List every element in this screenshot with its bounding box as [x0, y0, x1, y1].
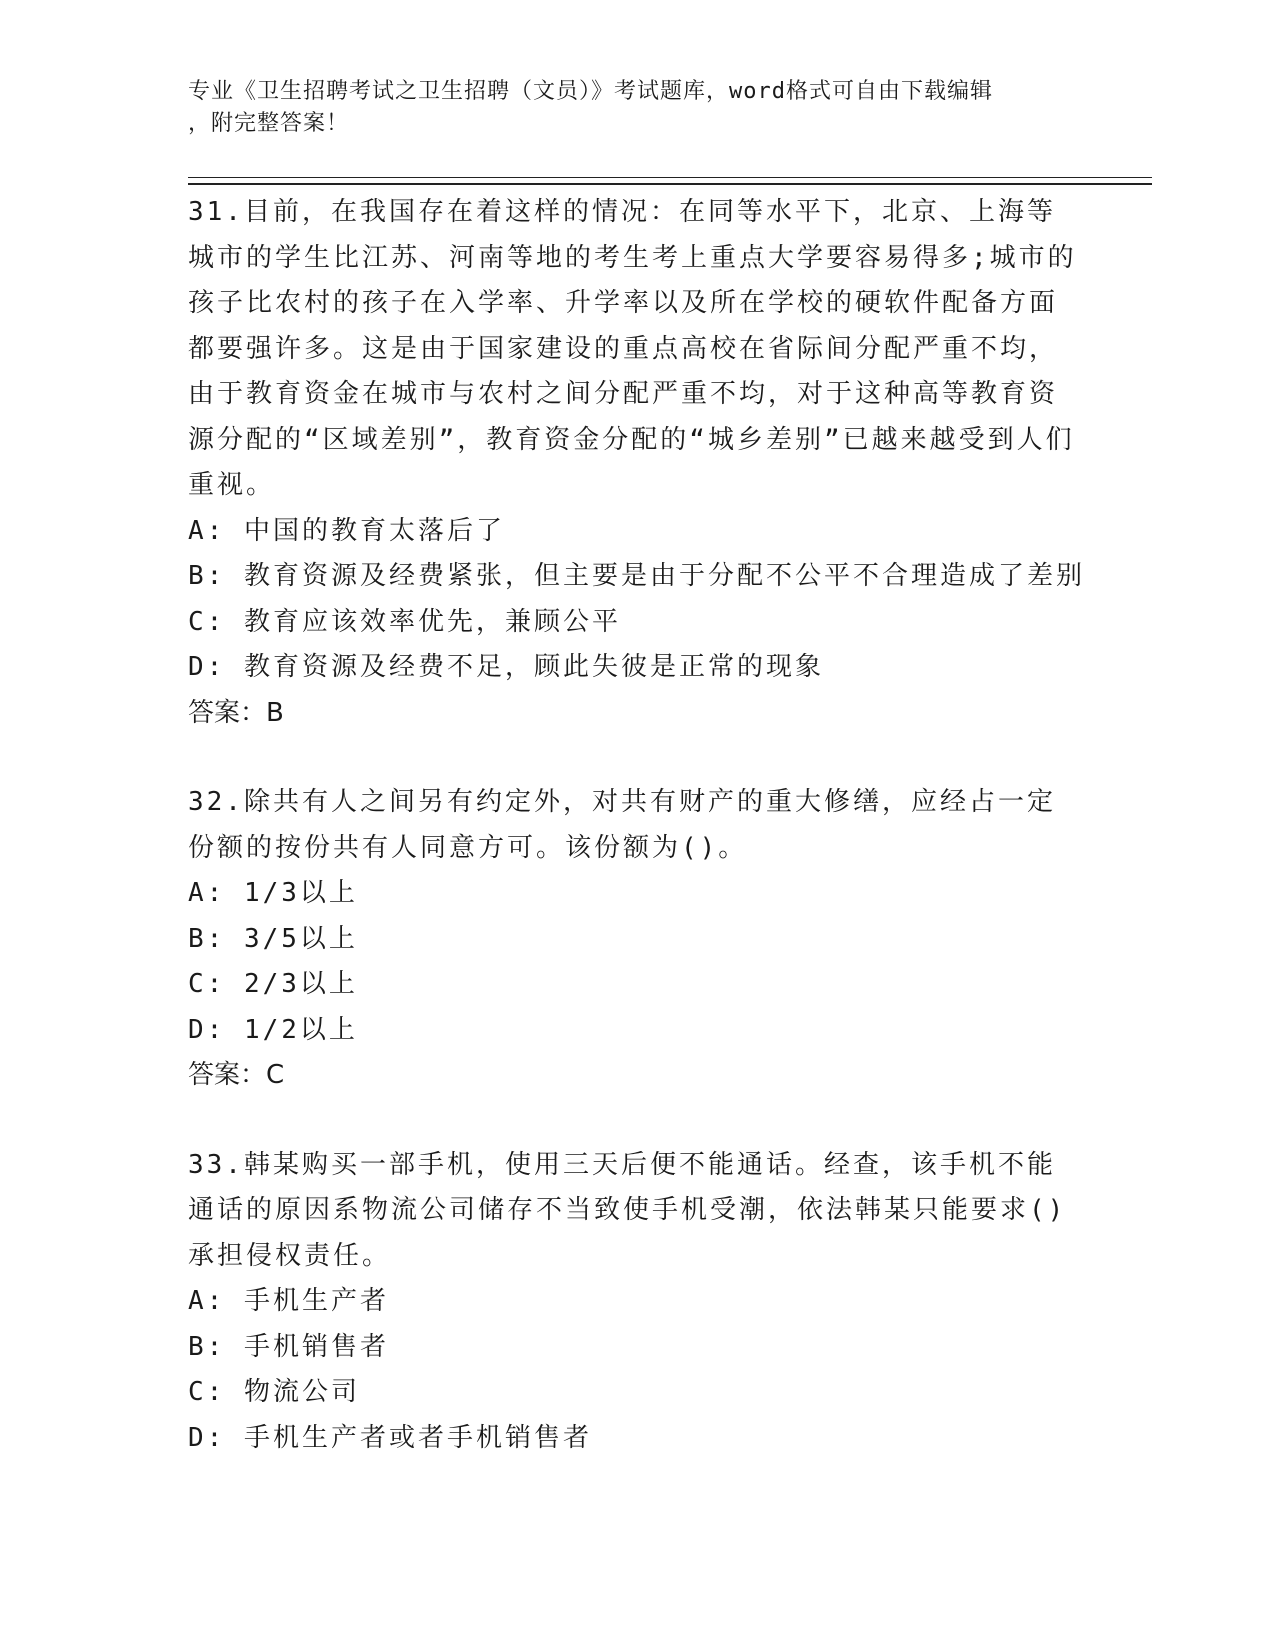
document-header — [188, 76, 1068, 140]
question-text: 31.目前，在我国存在着这样的情况：在同等水平下，北京、上海等城市的学生比江苏、河南等地的考生考上重点大学要容易得多;城市的孩子比农村的孩子在入学率、升学率以及所在学校的硬软件配备方面都要强许多。这是由于国家建设的重点高校在省际间分配严重不均，由于教育资金在城市与农村之间分配严重不均，对于这种高等教育资源分配的“区域差别”，教育资金分配的“城乡差别”已越来越受到人们重视。 — [188, 197, 1077, 500]
question-31 — [188, 190, 1085, 736]
question-text: 32.除共有人之间另有约定外，对共有财产的重大修缮，应经占一定份额的按份共有人同意方可。该份额为()。 — [188, 787, 1056, 863]
option-a: A: 1/3以上 — [188, 878, 358, 908]
option-c: C: 物流公司 — [188, 1377, 360, 1407]
option-d: D: 1/2以上 — [188, 1014, 358, 1045]
option-c: C: 教育应该效率优先，兼顾公平 — [188, 606, 621, 637]
answer-label: 答案：C — [188, 1060, 285, 1090]
option-d: D: 教育资源及经费不足，顾此失彼是正常的现象 — [188, 652, 824, 682]
option-c: C: 2/3以上 — [188, 969, 358, 999]
option-b: B: 教育资源及经费紧张，但主要是由于分配不公平不合理造成了差别 — [188, 561, 1085, 591]
header-title-line-1: 专业《卫生招聘考试之卫生招聘（文员）》考试题库，word格式可自由下载编辑 — [188, 79, 993, 104]
answer-label: 答案：B — [188, 697, 284, 728]
option-d: D: 手机生产者或者手机销售者 — [188, 1422, 592, 1453]
header-divider-thin — [188, 177, 1152, 178]
option-b: B: 手机销售者 — [188, 1331, 389, 1362]
question-33 — [188, 1143, 1078, 1462]
header-divider-thick — [188, 183, 1152, 185]
option-a: A: 手机生产者 — [188, 1286, 389, 1316]
header-title-line-2: ，附完整答案！ — [188, 111, 350, 136]
question-32 — [188, 780, 1078, 1099]
question-list — [188, 190, 1085, 1505]
question-text: 33.韩某购买一部手机，使用三天后便不能通话。经查，该手机不能通话的原因系物流公司储存不当致使手机受潮，依法韩某只能要求()承担侵权责任。 — [188, 1149, 1067, 1271]
option-b: B: 3/5以上 — [188, 923, 358, 954]
option-a: A: 中国的教育太落后了 — [188, 515, 505, 546]
